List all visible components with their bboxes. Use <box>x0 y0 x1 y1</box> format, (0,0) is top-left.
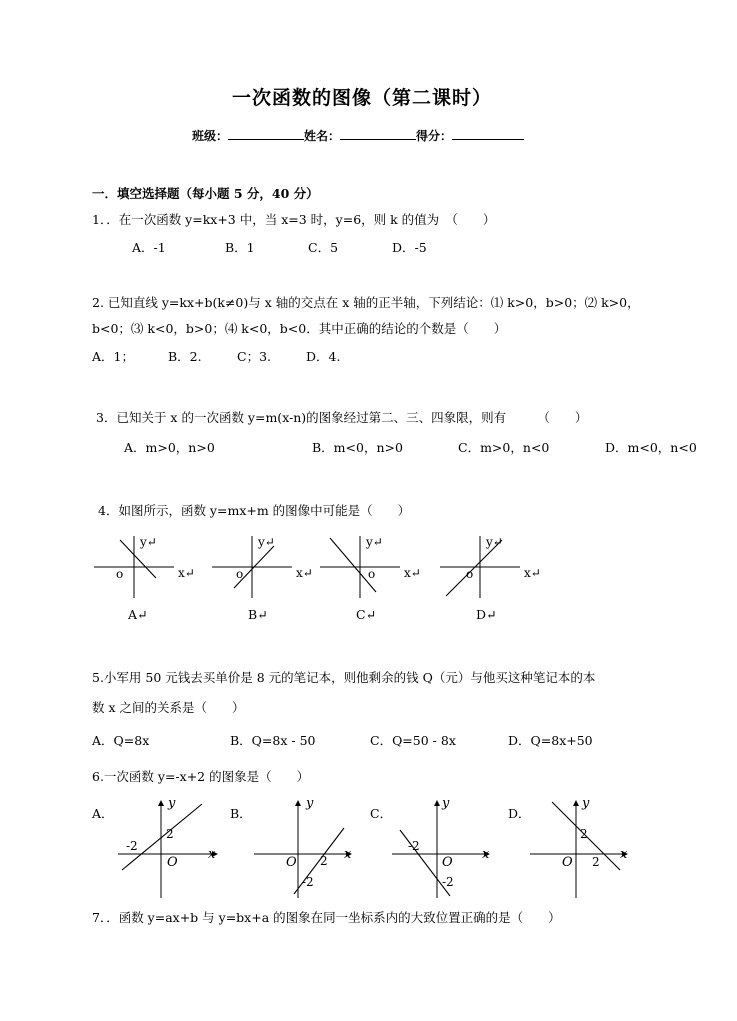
q6-graph-a <box>112 794 222 904</box>
function-line <box>122 804 202 870</box>
y-axis-arrow <box>295 800 301 806</box>
y-intercept-label: -2 <box>302 875 314 889</box>
q4-label-a: A↵ <box>128 607 148 622</box>
x-axis-label: x <box>482 847 490 862</box>
q6-graph-c <box>392 794 502 904</box>
q6-letter-d: D． <box>508 806 531 821</box>
q5-option-c: C．Q=50 - 8x <box>370 733 456 748</box>
q6-graph-b <box>254 794 364 904</box>
q3-option-b: B．m<0，n>0 <box>312 440 403 455</box>
q2-option-b: B．2. <box>168 349 202 364</box>
q6-letter-a: A． <box>92 806 114 821</box>
score-label: 得分： <box>416 129 453 143</box>
origin-label: o <box>466 567 474 581</box>
q2-option-a: A．1； <box>92 349 134 364</box>
q5-line1: 5.小军用 50 元钱去买单价是 8 元的笔记本，则他剩余的钱 Q（元）与他买这种笔记本的本 <box>92 670 596 685</box>
q4-graph-d <box>440 534 540 598</box>
origin-label: O <box>167 855 178 870</box>
q4-label-c: C↵ <box>356 607 377 622</box>
origin-label: o <box>368 567 376 581</box>
q3-option-c: C．m>0，n<0 <box>458 440 550 455</box>
q2-line1: 2. 已知直线 y=kx+b(k≠0)与 x 轴的交点在 x 轴的正半轴，下列结论：⑴ k>0，b>0；⑵ k>0， <box>92 295 640 310</box>
origin-label: o <box>236 567 244 581</box>
y-axis-label: y↵ <box>140 535 157 549</box>
x-axis-label: x <box>208 847 216 862</box>
q3-option-d: D．m<0，n<0 <box>605 440 697 455</box>
q3-option-a: A．m>0，n>0 <box>124 440 215 455</box>
q1-option-d: D．-5 <box>392 240 427 255</box>
q5-option-a: A．Q=8x <box>92 733 150 748</box>
y-axis-arrow <box>573 800 579 806</box>
q6-stem: 6.一次函数 y=-x+2 的图象是（ ） <box>92 769 310 784</box>
y-axis-label: y↵ <box>486 535 503 549</box>
y-axis-label: y <box>442 796 450 811</box>
x-axis-label: x <box>620 847 628 862</box>
q1-option-a: A．-1 <box>132 240 166 255</box>
q5-option-d: D．Q=8x+50 <box>508 733 593 748</box>
y-axis-label: y↵ <box>366 535 383 549</box>
q6-letter-b: B． <box>230 806 252 821</box>
q4-stem: 4．如图所示，函数 y=mx+m 的图像中可能是（ ） <box>98 503 411 518</box>
q4-graph-a <box>94 534 194 598</box>
origin-label: O <box>562 855 573 870</box>
section-heading: 一．填空选择题（每小题 5 分，40 分） <box>92 186 319 201</box>
q2-option-c: C；3. <box>237 349 271 364</box>
score-blank <box>452 126 524 140</box>
header-fields <box>192 126 524 144</box>
class-blank <box>228 126 304 140</box>
y-intercept-label: -2 <box>442 875 454 889</box>
q1-option-b: B．1 <box>225 240 255 255</box>
x-intercept-label: 2 <box>320 854 328 868</box>
name-label: 姓名： <box>304 129 341 143</box>
y-axis-label: y <box>582 796 590 811</box>
q4-graph-b <box>212 534 312 598</box>
x-axis-label: x <box>344 847 352 862</box>
q4-graph-c <box>320 534 420 598</box>
y-axis-label: y <box>306 796 314 811</box>
q6-graph-d <box>530 794 640 904</box>
q7-stem: 7．．函数 y=ax+b 与 y=bx+a 的图象在同一坐标系内的大致位置正确的是（ ） <box>92 910 561 925</box>
x-axis-label: x↵ <box>404 566 421 580</box>
origin-label: O <box>286 855 297 870</box>
q1-option-c: C．5 <box>308 240 339 255</box>
y-axis-label: y <box>168 796 176 811</box>
x-axis-label: x↵ <box>296 566 313 580</box>
class-label: 班级： <box>192 129 229 143</box>
q5-line2: 数 x 之间的关系是（ ） <box>92 700 245 715</box>
y-intercept-label: 2 <box>580 827 588 841</box>
q6-letter-c: C． <box>370 806 393 821</box>
x-intercept-label: 2 <box>592 855 600 869</box>
origin-label: o <box>116 567 124 581</box>
y-axis-label: y↵ <box>258 535 275 549</box>
q5-option-b: B．Q=8x - 50 <box>230 733 316 748</box>
x-axis-label: x↵ <box>178 566 195 580</box>
x-intercept-label: -2 <box>408 839 420 853</box>
q4-label-d: D↵ <box>476 607 497 622</box>
origin-label: O <box>442 855 453 870</box>
y-axis-arrow <box>158 800 164 806</box>
name-blank <box>340 126 416 140</box>
q2-line2: b<0；⑶ k<0，b>0；⑷ k<0，b<0．其中正确的结论的个数是（ ） <box>92 321 507 336</box>
y-intercept-label: 2 <box>166 827 174 841</box>
page-title: 一次函数的图像（第二课时） <box>232 87 493 109</box>
q2-option-d: D．4. <box>306 349 341 364</box>
q1-stem: 1．．在一次函数 y=kx+3 中，当 x=3 时，y=6，则 k 的值为 （ ） <box>92 212 496 227</box>
y-axis-arrow <box>434 800 440 806</box>
q3-stem: 3．已知关于 x 的一次函数 y=m(x-n)的图象经过第二、三、四象限，则有 （ ） <box>96 410 588 425</box>
x-axis-label: x↵ <box>524 566 541 580</box>
x-intercept-label: -2 <box>126 839 138 853</box>
q4-label-b: B↵ <box>248 607 268 622</box>
